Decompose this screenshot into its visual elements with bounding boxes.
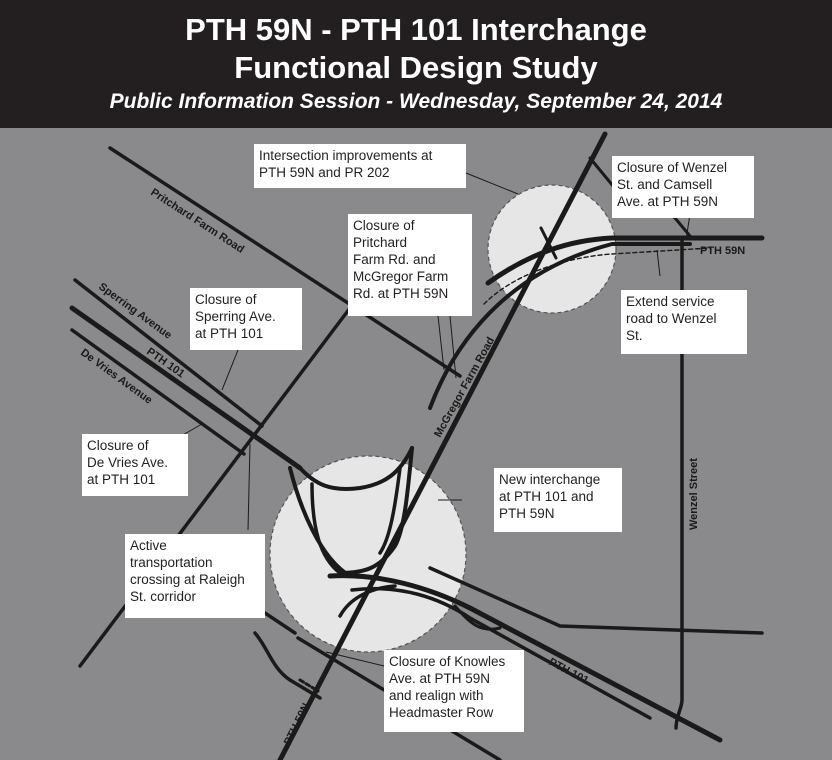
callout-service-road: Extend service road to Wenzel St. bbox=[621, 290, 747, 354]
page-subtitle: Public Information Session - Wednesday, September 24, 2014 bbox=[109, 90, 723, 113]
road-label-pth59n-east: PTH 59N bbox=[700, 245, 746, 257]
callout-active-transportation: Active transportation crossing at Raleigh St. corridor bbox=[125, 534, 265, 618]
page-title-line-1: PTH 59N - PTH 101 Interchange bbox=[185, 12, 647, 47]
road-label-mcgregor: McGregor Farm Road bbox=[432, 335, 498, 440]
road-label-pth59n-south: PTH 59N bbox=[281, 701, 313, 748]
road-label-pth101-west: PTH 101 bbox=[144, 345, 187, 381]
map-area bbox=[0, 128, 832, 760]
road-label-wenzel: Wenzel Street bbox=[688, 458, 700, 530]
callout-wenzel-closure: Closure of Wenzel St. and Camsell Ave. at PTH 59N bbox=[612, 156, 754, 218]
callout-sperring-closure: Closure of Sperring Ave. at PTH 101 bbox=[190, 288, 302, 350]
road-label-pth101-southeast: PTH 101 bbox=[546, 656, 591, 688]
callout-intersection-improvements: Intersection improvements at PTH 59N and PR 202 bbox=[254, 144, 466, 188]
road-label-pritchard: Pritchard Farm Road bbox=[148, 186, 247, 256]
road-label-sperring: Sperring Avenue bbox=[96, 280, 174, 342]
header-banner bbox=[0, 0, 832, 128]
page-title-line-2: Functional Design Study bbox=[234, 50, 598, 85]
callout-devries-closure: Closure of De Vries Ave. at PTH 101 bbox=[82, 434, 188, 496]
callout-knowles-closure: Closure of Knowles Ave. at PTH 59N and realign with Headmaster Row bbox=[384, 650, 524, 732]
road-label-devries: De Vries Avenue bbox=[78, 346, 155, 407]
headmaster-row-realigned bbox=[255, 633, 320, 698]
callout-pritchard-closure: Closure of Pritchard Farm Rd. and McGregor Farm Rd. at PTH 59N bbox=[348, 214, 472, 316]
callout-new-interchange: New interchange at PTH 101 and PTH 59N bbox=[494, 468, 622, 532]
